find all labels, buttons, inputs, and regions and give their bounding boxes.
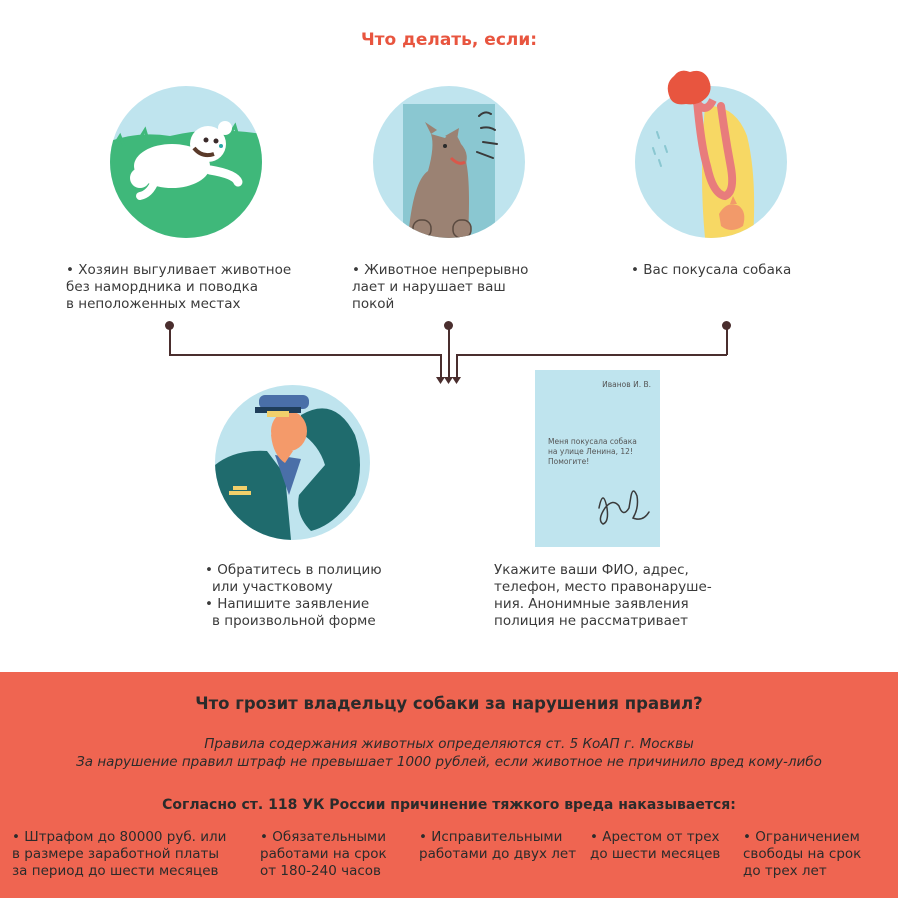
rule-line-1: Правила содержания животных определяются ст. 5 КоАП г. Москвы	[204, 736, 694, 752]
penalty-5-line-3: до трех лет	[743, 863, 827, 879]
connector-line	[440, 354, 442, 378]
statement-line-1: Меня покусала собака	[548, 437, 637, 446]
situation-1-line-1: • Хозяин выгуливает животное	[66, 262, 292, 278]
arrow-down-icon	[436, 377, 466, 387]
rule-line-2: За нарушение правил штраф не превышает 1000 рублей, если животное не причинило вред кому-либо	[76, 754, 822, 770]
connector-line	[169, 354, 441, 356]
statement-author-name: Иванов И. В.	[602, 380, 651, 389]
situation-2-line-3: покой	[352, 296, 395, 312]
police-line-2: или участковому	[212, 579, 333, 595]
situation-1-line-2: без намордника и поводка	[66, 279, 258, 295]
penalty-item-1	[12, 829, 252, 880]
signature-icon	[593, 478, 653, 528]
situation-caption-2	[352, 262, 552, 313]
connector-line	[448, 325, 450, 378]
police-line-1: • Обратитесь в полицию	[205, 562, 382, 578]
hair-icon	[664, 68, 714, 112]
instructions-line-4: полиция не рассматривает	[494, 613, 689, 629]
police-caption	[205, 562, 455, 630]
statement-body	[548, 437, 653, 467]
penalties-subtitle: Согласно ст. 118 УК России причинение тяжкого вреда наказывается:	[162, 797, 736, 813]
police-line-3: • Напишите заявление	[205, 596, 370, 612]
dog-on-grass-illustration	[110, 86, 262, 238]
dog-on-grass-icon	[110, 86, 262, 238]
penalty-1-line-2: в размере заработной платы	[12, 846, 220, 862]
connector-line	[169, 325, 171, 355]
penalty-item-3	[419, 829, 584, 863]
police-officer-illustration	[215, 385, 370, 540]
statement-line-2: на улице Ленина, 12!	[548, 447, 633, 456]
barking-dog-icon	[373, 86, 525, 238]
page-title: Что делать, если:	[360, 30, 538, 50]
penalties-rules	[0, 735, 898, 771]
penalty-item-5	[743, 829, 893, 880]
penalty-2-line-1: • Обязательными	[260, 829, 386, 845]
penalty-1-line-1: • Штрафом до 80000 руб. или	[12, 829, 227, 845]
statement-line-3: Помогите!	[548, 457, 590, 466]
statement-document	[535, 370, 660, 547]
penalty-item-2	[260, 829, 410, 880]
situation-caption-1	[66, 262, 316, 313]
instructions-caption	[494, 562, 764, 630]
penalty-2-line-3: от 180-240 часов	[260, 863, 381, 879]
penalty-2-line-2: работами на срок	[260, 846, 387, 862]
connector-line	[456, 354, 458, 378]
instructions-line-2: телефон, место правонаруше-	[494, 579, 712, 595]
barking-dog-illustration	[373, 86, 525, 238]
situation-2-line-1: • Животное непрерывно	[352, 262, 529, 278]
instructions-line-1: Укажите ваши ФИО, адрес,	[494, 562, 689, 578]
situation-1-line-3: в неположенных местах	[66, 296, 241, 312]
police-line-4: в произвольной форме	[212, 613, 376, 629]
penalty-item-4	[590, 829, 735, 863]
situation-caption-3	[631, 262, 831, 279]
connector-line	[456, 354, 727, 356]
instructions-line-3: ния. Анонимные заявления	[494, 596, 689, 612]
penalty-1-line-3: за период до шести месяцев	[12, 863, 219, 879]
penalty-5-line-1: • Ограничением	[743, 829, 860, 845]
penalty-5-line-2: свободы на срок	[743, 846, 862, 862]
penalty-3-line-1: • Исправительными	[419, 829, 563, 845]
penalty-3-line-2: работами до двух лет	[419, 846, 577, 862]
penalty-4-line-1: • Арестом от трех	[590, 829, 720, 845]
police-officer-icon	[215, 385, 370, 540]
penalty-4-line-2: до шести месяцев	[590, 846, 721, 862]
penalties-title: Что грозит владельцу собаки за нарушения правил?	[195, 694, 703, 713]
situation-3-line-1: • Вас покусала собака	[631, 262, 792, 278]
connector-line	[726, 325, 728, 355]
situation-2-line-2: лает и нарушает ваш	[352, 279, 506, 295]
